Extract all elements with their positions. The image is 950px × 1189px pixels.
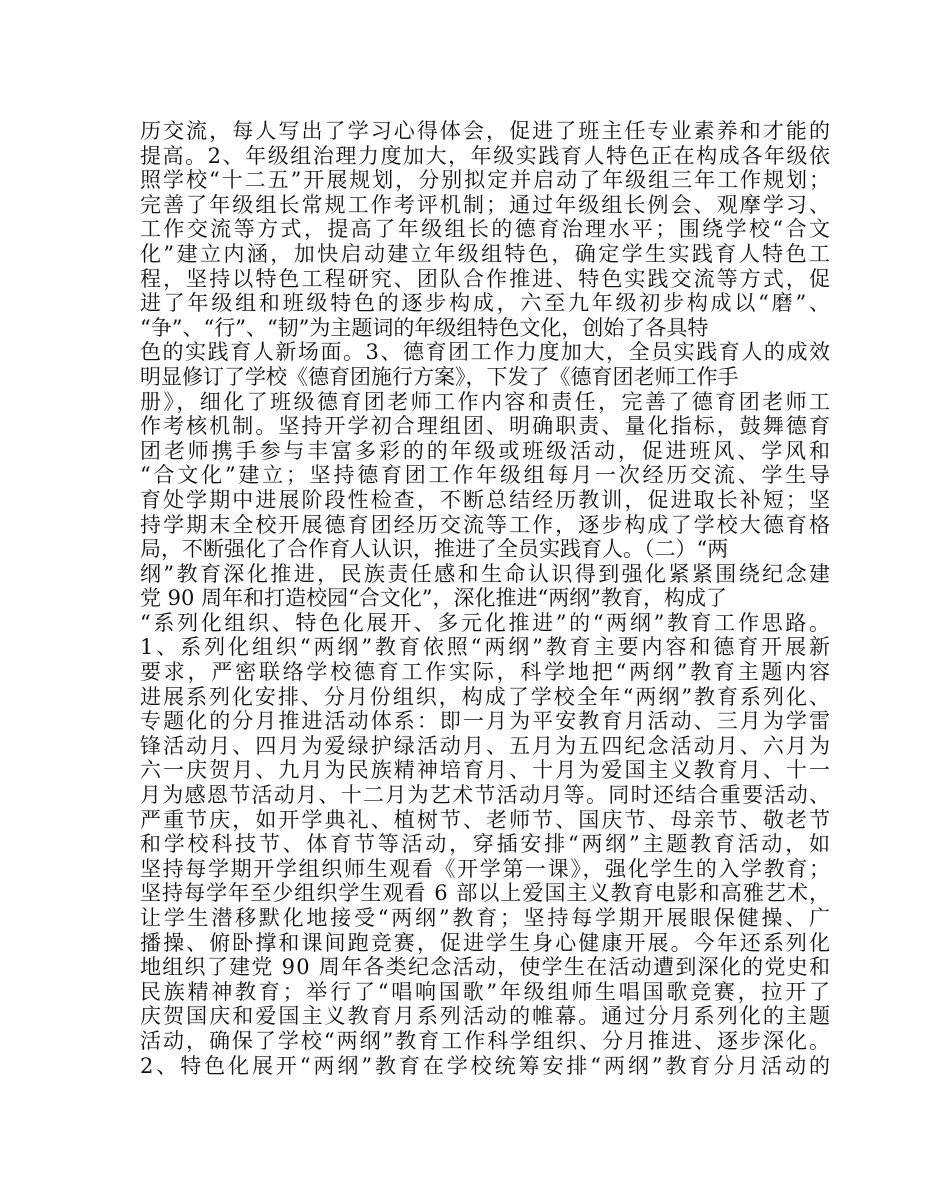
text-line: 坚持每学年至少组织学生观看 6 部以上爱国主义教育电影和高雅艺术， xyxy=(140,881,832,906)
text-line: 程，坚持以特色工程研究、团队合作推进、特色实践交流等方式，促 xyxy=(140,266,833,291)
text-line: 1、系列化组织“两纲”教育依照“两纲”教育主要内容和德育开展新 xyxy=(140,635,833,660)
text-line: 历交流，每人写出了学习心得体会，促进了班主任专业素养和才能的 xyxy=(140,119,833,143)
text-line: 月为感恩节活动月、十二月为艺术节活动月等。同时还结合重要活动、 xyxy=(140,783,832,808)
text-line: 进展系列化安排、分月份组织，构成了学校全年“两纲”教育系列化、 xyxy=(140,684,832,709)
text-line: 坚持每学期开学组织师生观看《开学第一课》，强化学生的入学教育； xyxy=(140,856,832,881)
text-line: 让学生潜移默化地接受“两纲”教育；坚持每学期开展眼保健操、广 xyxy=(140,906,833,930)
text-line: 庆贺国庆和爱国主义教育月系列活动的帷幕。通过分月系列化的主题 xyxy=(140,1004,833,1029)
text-line: 活动，确保了学校“两纲”教育工作科学组织、分月推进、逐步深化。 xyxy=(140,1028,832,1053)
text-line: 和学校科技节、体育节等活动，穿插安排“两纲”主题教育活动，如 xyxy=(140,832,833,857)
text-line: “合文化”建立；坚持德育团工作年级组每月一次经历交流、学生导 xyxy=(140,463,833,488)
text-line: 化”建立内涵，加快启动建立年级组特色，确定学生实践育人特色工 xyxy=(140,241,833,266)
text-line: “系列化组织、特色化展开、多元化推进”的“两纲”教育工作思路。 xyxy=(140,610,833,635)
text-line: 照学校“十二五”开展规划，分别拟定并启动了年级组三年工作规划； xyxy=(140,168,832,193)
text-line: 严重节庆，如开学典礼、植树节、老师节、国庆节、母亲节、敬老节 xyxy=(140,807,833,832)
text-line: 团老师携手参与丰富多彩的的年级或班级活动，促进班风、学风和 xyxy=(140,438,833,463)
text-line: 民族精神教育；举行了“唱响国歌”年级组师生唱国歌竞赛，拉开了 xyxy=(140,979,833,1004)
text-line: 要求，严密联络学校德育工作实际，科学地把“两纲”教育主题内容 xyxy=(140,660,833,685)
text-line: 六一庆贺月、九月为民族精神培育月、十月为爱国主义教育月、十一 xyxy=(140,758,833,783)
text-line: 纲”教育深化推进，民族责任感和生命认识得到强化紧紧围绕纪念建 xyxy=(140,561,833,586)
text-line: 育处学期中进展阶段性检查，不断总结经历教训，促进取长补短；坚 xyxy=(140,487,833,512)
text-line: 作考核机制。坚持开学初合理组团、明确职责、量化指标，鼓舞德育 xyxy=(140,414,833,439)
document-body-text xyxy=(140,119,833,1078)
text-line: 党 90 周年和打造校园“合文化”，深化推进“两纲”教育，构成了 xyxy=(140,586,728,611)
text-line: 2、特色化展开“两纲”教育在学校统筹安排“两纲”教育分月活动的 xyxy=(140,1053,833,1078)
text-line: 明显修订了学校《德育团施行方案》，下发了《德育团老师工作手 xyxy=(140,364,739,389)
text-line: 局，不断强化了合作育人认识，推进了全员实践育人。（二）“两 xyxy=(140,537,729,562)
text-line: 色的实践育人新场面。3、德育团工作力度加大，全员实践育人的成效 xyxy=(140,340,832,365)
text-line: 播操、俯卧撑和课间跑竞赛，促进学生身心健康开展。今年还系列化 xyxy=(140,930,833,955)
text-line: 完善了年级组长常规工作考评机制；通过年级组长例会、观摩学习、 xyxy=(140,192,833,217)
text-line: 进了年级组和班级特色的逐步构成，六至九年级初步构成以“磨”、 xyxy=(140,291,833,316)
text-line: 册》，细化了班级德育团老师工作内容和责任，完善了德育团老师工 xyxy=(140,389,833,414)
text-line: 持学期末全校开展德育团经历交流等工作，逐步构成了学校大德育格 xyxy=(140,512,833,537)
text-line: 地组织了建党 90 周年各类纪念活动，使学生在活动遭到深化的党史和 xyxy=(140,955,832,980)
text-line: 工作交流等方式，提高了年级组长的德育治理水平；围绕学校“合文 xyxy=(140,217,833,242)
text-line: “争”、“行”、“韧”为主题词的年级组特色文化，创始了各具特 xyxy=(140,315,709,340)
text-line: 提高。2、年级组治理力度加大，年级实践育人特色正在构成各年级依 xyxy=(140,143,832,168)
text-line: 锋活动月、四月为爱绿护绿活动月、五月为五四纪念活动月、六月为 xyxy=(140,733,833,758)
text-line: 专题化的分月推进活动体系：即一月为平安教育月活动、三月为学雷 xyxy=(140,709,833,734)
